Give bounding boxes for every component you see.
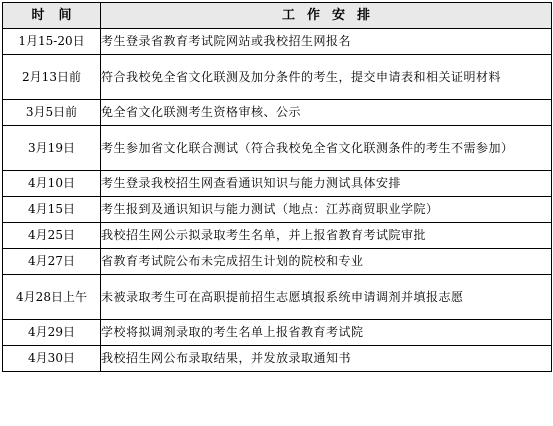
row-time: 3月5日前	[3, 100, 101, 126]
table-row	[3, 223, 552, 249]
row-task: 省教育考试院公布未完成招生计划的院校和专业	[101, 249, 552, 275]
row-task: 考生参加省文化联合测试（符合我校免全省文化联测条件的考生不需参加）	[101, 126, 552, 171]
row-time: 4月27日	[3, 249, 101, 275]
schedule-table	[2, 2, 552, 372]
table-row	[3, 100, 552, 126]
table-row	[3, 249, 552, 275]
row-time: 4月15日	[3, 197, 101, 223]
table-row	[3, 320, 552, 346]
row-time: 4月29日	[3, 320, 101, 346]
row-task: 考生登录省教育考试院网站或我校招生网报名	[101, 29, 552, 55]
header-time-label: 时间	[31, 7, 86, 23]
row-task: 考生报到及通识知识与能力测试（地点：江苏商贸职业学院）	[101, 197, 552, 223]
row-time: 4月28日上午	[3, 275, 101, 320]
row-time: 2月13日前	[3, 55, 101, 100]
table-row	[3, 126, 552, 171]
table-row	[3, 346, 552, 372]
row-time: 4月30日	[3, 346, 101, 372]
row-task: 符合我校免全省文化联测及加分条件的考生，提交申请表和相关证明材料	[101, 55, 552, 100]
row-time: 1月15-20日	[3, 29, 101, 55]
header-task	[101, 3, 552, 29]
table-row	[3, 55, 552, 100]
header-time	[3, 3, 101, 29]
row-time: 3月19日	[3, 126, 101, 171]
header-task-label: 工作安排	[281, 7, 382, 23]
table-row	[3, 171, 552, 197]
row-task: 学校将拟调剂录取的考生名单上报省教育考试院	[101, 320, 552, 346]
row-task: 未被录取考生可在高职提前招生志愿填报系统申请调剂并填报志愿	[101, 275, 552, 320]
row-task: 考生登录我校招生网查看通识知识与能力测试具体安排	[101, 171, 552, 197]
table-row	[3, 275, 552, 320]
table-row	[3, 29, 552, 55]
table-row	[3, 197, 552, 223]
row-time: 4月10日	[3, 171, 101, 197]
row-task: 免全省文化联测考生资格审核、公示	[101, 100, 552, 126]
header-row	[3, 3, 552, 29]
row-task: 我校招生网公布录取结果，并发放录取通知书	[101, 346, 552, 372]
row-time: 4月25日	[3, 223, 101, 249]
row-task: 我校招生网公示拟录取考生名单，并上报省教育考试院审批	[101, 223, 552, 249]
